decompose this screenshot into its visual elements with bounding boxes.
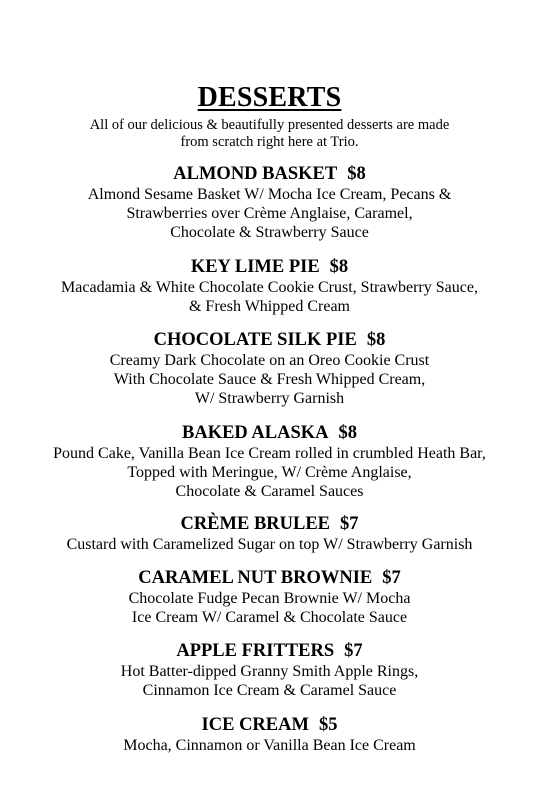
description-line: Almond Sesame Basket W/ Mocha Ice Cream, Pecans & bbox=[87, 186, 452, 203]
menu-item-description bbox=[0, 185, 539, 242]
menu-item-price: $8 bbox=[329, 257, 349, 277]
description-line: Macadamia & White Chocolate Cookie Crust, Strawberry Sauce, bbox=[61, 279, 478, 296]
menu-item-caramel-nut-brownie bbox=[0, 567, 539, 627]
menu-item-description bbox=[0, 736, 539, 755]
description-line: Chocolate & Caramel Sauces bbox=[175, 483, 364, 500]
description-line: With Chocolate Sauce & Fresh Whipped Cream, bbox=[113, 371, 426, 388]
menu-item-description bbox=[0, 444, 539, 501]
description-line: Creamy Dark Chocolate on an Oreo Cookie Crust bbox=[109, 352, 430, 369]
menu-item-name: ICE CREAM bbox=[201, 715, 309, 735]
menu-item-heading bbox=[0, 567, 539, 589]
menu-item-price: $8 bbox=[347, 164, 366, 184]
menu-item-heading bbox=[0, 256, 539, 278]
menu-item-price: $8 bbox=[338, 423, 357, 443]
menu-item-name: ALMOND BASKET bbox=[173, 164, 338, 184]
menu-item-name: APPLE FRITTERS bbox=[176, 641, 335, 661]
menu-item-price: $7 bbox=[340, 514, 359, 534]
menu-item-price: $7 bbox=[382, 568, 401, 588]
menu-item-name: BAKED ALASKA bbox=[182, 423, 329, 443]
description-line: Hot Batter-dipped Granny Smith Apple Rings, bbox=[120, 663, 419, 680]
menu-item-description bbox=[0, 662, 539, 700]
menu-item-name: CHOCOLATE SILK PIE bbox=[153, 330, 357, 350]
description-line: Cinnamon Ice Cream & Caramel Sauce bbox=[142, 682, 397, 699]
menu-item-heading bbox=[0, 422, 539, 444]
menu-item-creme-brulee bbox=[0, 513, 539, 554]
menu-item-name: CRÈME BRULEE bbox=[180, 514, 331, 534]
description-line: Chocolate & Strawberry Sauce bbox=[170, 224, 369, 241]
menu-item-chocolate-silk-pie bbox=[0, 329, 539, 408]
menu-item-price: $7 bbox=[344, 641, 363, 661]
menu-item-heading bbox=[0, 714, 539, 736]
menu-item-heading bbox=[0, 329, 539, 351]
intro-line: from scratch right here at Trio. bbox=[180, 134, 359, 150]
menu-item-name: KEY LIME PIE bbox=[190, 257, 320, 277]
description-line: Mocha, Cinnamon or Vanilla Bean Ice Cream bbox=[123, 737, 416, 754]
description-line: W/ Strawberry Garnish bbox=[194, 390, 345, 407]
intro-line: All of our delicious & beautifully presented desserts are made bbox=[89, 117, 450, 133]
menu-item-heading bbox=[0, 513, 539, 535]
menu-item-baked-alaska bbox=[0, 422, 539, 501]
menu-item-name: CARAMEL NUT BROWNIE bbox=[138, 568, 373, 588]
description-line: Ice Cream W/ Caramel & Chocolate Sauce bbox=[131, 609, 408, 626]
description-line: Custard with Caramelized Sugar on top W/ Strawberry Garnish bbox=[66, 536, 473, 553]
menu-item-description bbox=[0, 535, 539, 554]
menu-item-almond-basket bbox=[0, 163, 539, 242]
menu-item-description bbox=[0, 351, 539, 408]
menu-item-price: $5 bbox=[318, 715, 338, 735]
description-line: Chocolate Fudge Pecan Brownie W/ Mocha bbox=[128, 590, 411, 607]
menu-item-key-lime-pie bbox=[0, 256, 539, 316]
menu-item-description bbox=[0, 589, 539, 627]
menu-item-price: $8 bbox=[366, 330, 386, 350]
page-title: DESSERTS bbox=[197, 82, 342, 113]
menu-item-apple-fritters bbox=[0, 640, 539, 700]
menu-item-heading bbox=[0, 163, 539, 185]
description-line: Topped with Meringue, W/ Crème Anglaise, bbox=[127, 464, 412, 481]
menu-item-ice-cream bbox=[0, 714, 539, 755]
menu-item-heading bbox=[0, 640, 539, 662]
menu-item-description bbox=[0, 278, 539, 316]
description-line: & Fresh Whipped Cream bbox=[188, 298, 350, 315]
description-line: Pound Cake, Vanilla Bean Ice Cream rolled in crumbled Heath Bar, bbox=[53, 445, 486, 462]
intro-text bbox=[0, 117, 539, 151]
description-line: Strawberries over Crème Anglaise, Caramel, bbox=[126, 205, 413, 222]
